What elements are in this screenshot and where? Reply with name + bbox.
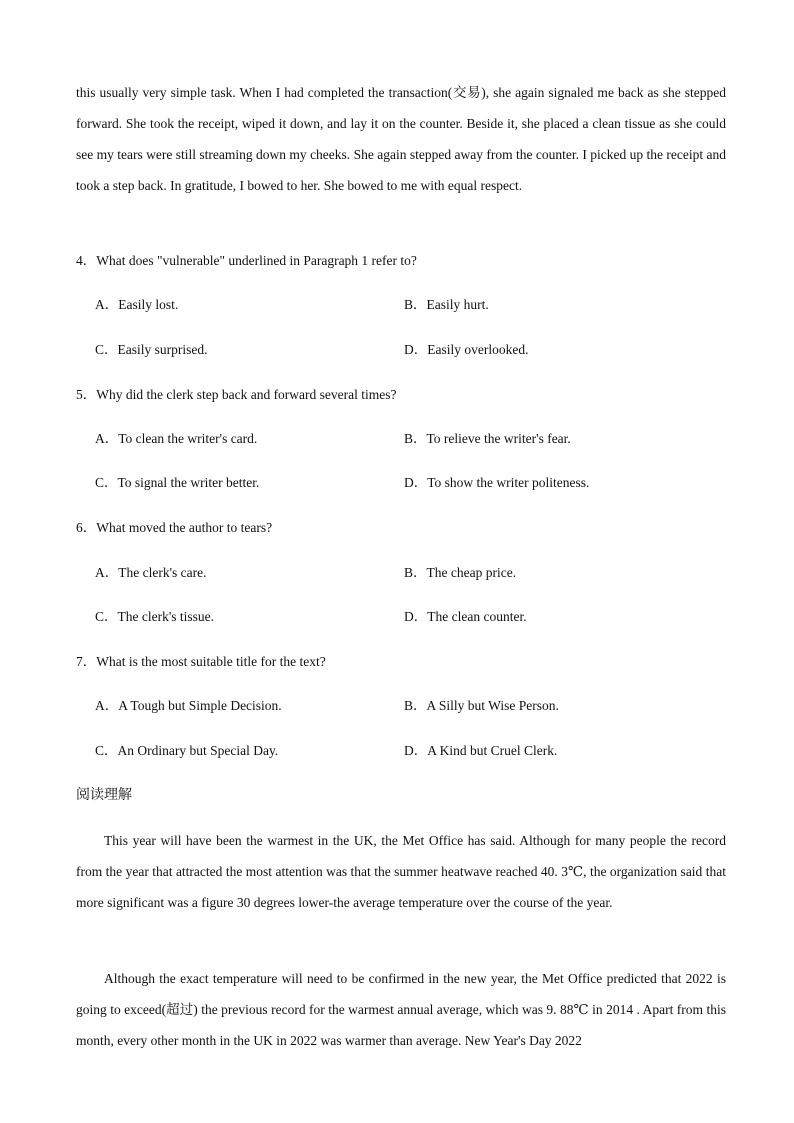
question-5-stem: 5．Why did the clerk step back and forward several times?: [76, 387, 397, 402]
question-6-option-b[interactable]: B．The cheap price.: [404, 565, 517, 580]
question-5-option-b[interactable]: B．To relieve the writer's fear.: [404, 431, 571, 446]
question-4-option-c[interactable]: C．Easily surprised.: [95, 342, 208, 357]
question-5-option-c[interactable]: C．To signal the writer better.: [95, 475, 260, 490]
question-6-option-d[interactable]: D．The clean counter.: [404, 609, 527, 624]
question-4-option-b[interactable]: B．Easily hurt.: [404, 297, 489, 312]
question-6-option-c[interactable]: C．The clerk's tissue.: [95, 609, 215, 624]
question-7-stem: 7．What is the most suitable title for the text?: [76, 654, 326, 669]
passage2-paragraph-1: This year will have been the warmest in the UK, the Met Office has said. Although for many people the record from the year that attracted the most attention was that the summer heatwave reached 40. 3℃, the organization said that more significant was a figure 30 degrees lower-the average temperature over the course of the year.: [76, 833, 726, 910]
question-7-option-d[interactable]: D．A Kind but Cruel Clerk.: [404, 743, 558, 758]
passage2-paragraph-2: Although the exact temperature will need to be confirmed in the new year, the Met Office predicted that 2022 is going to exceed(超过) the previous record for the warmest annual average, which was 9. 88℃ in 2014 . Apart from this month, every other month in the UK in 2022 was warmer than average. New Year's Day 2022: [76, 971, 726, 1048]
question-4-stem: 4．What does "vulnerable" underlined in Paragraph 1 refer to?: [76, 253, 417, 268]
question-7-option-a[interactable]: A．A Tough but Simple Decision.: [95, 698, 282, 713]
question-6-stem: 6．What moved the author to tears?: [76, 520, 273, 535]
question-4-option-a[interactable]: A．Easily lost.: [95, 297, 179, 312]
question-5-option-a[interactable]: A．To clean the writer's card.: [95, 431, 258, 446]
question-7-option-c[interactable]: C．An Ordinary but Special Day.: [95, 743, 279, 758]
section-title: 阅读理解: [76, 787, 132, 803]
question-5-option-d[interactable]: D．To show the writer politeness.: [404, 475, 590, 490]
passage1-paragraph: this usually very simple task. When I had completed the transaction(交易), she again signaled me back as she stepped forward. She took the receipt, wiped it down, and lay it on the counter. Beside it, she placed a clean tissue as she could see my tears were still streaming down my cheeks. She again stepped away from the counter. I picked up the receipt and took a step back. In gratitude, I bowed to her. She bowed to me with equal respect.: [76, 85, 726, 193]
question-7-option-b[interactable]: B．A Silly but Wise Person.: [404, 698, 559, 713]
question-6-option-a[interactable]: A．The clerk's care.: [95, 565, 207, 580]
question-4-option-d[interactable]: D．Easily overlooked.: [404, 342, 529, 357]
